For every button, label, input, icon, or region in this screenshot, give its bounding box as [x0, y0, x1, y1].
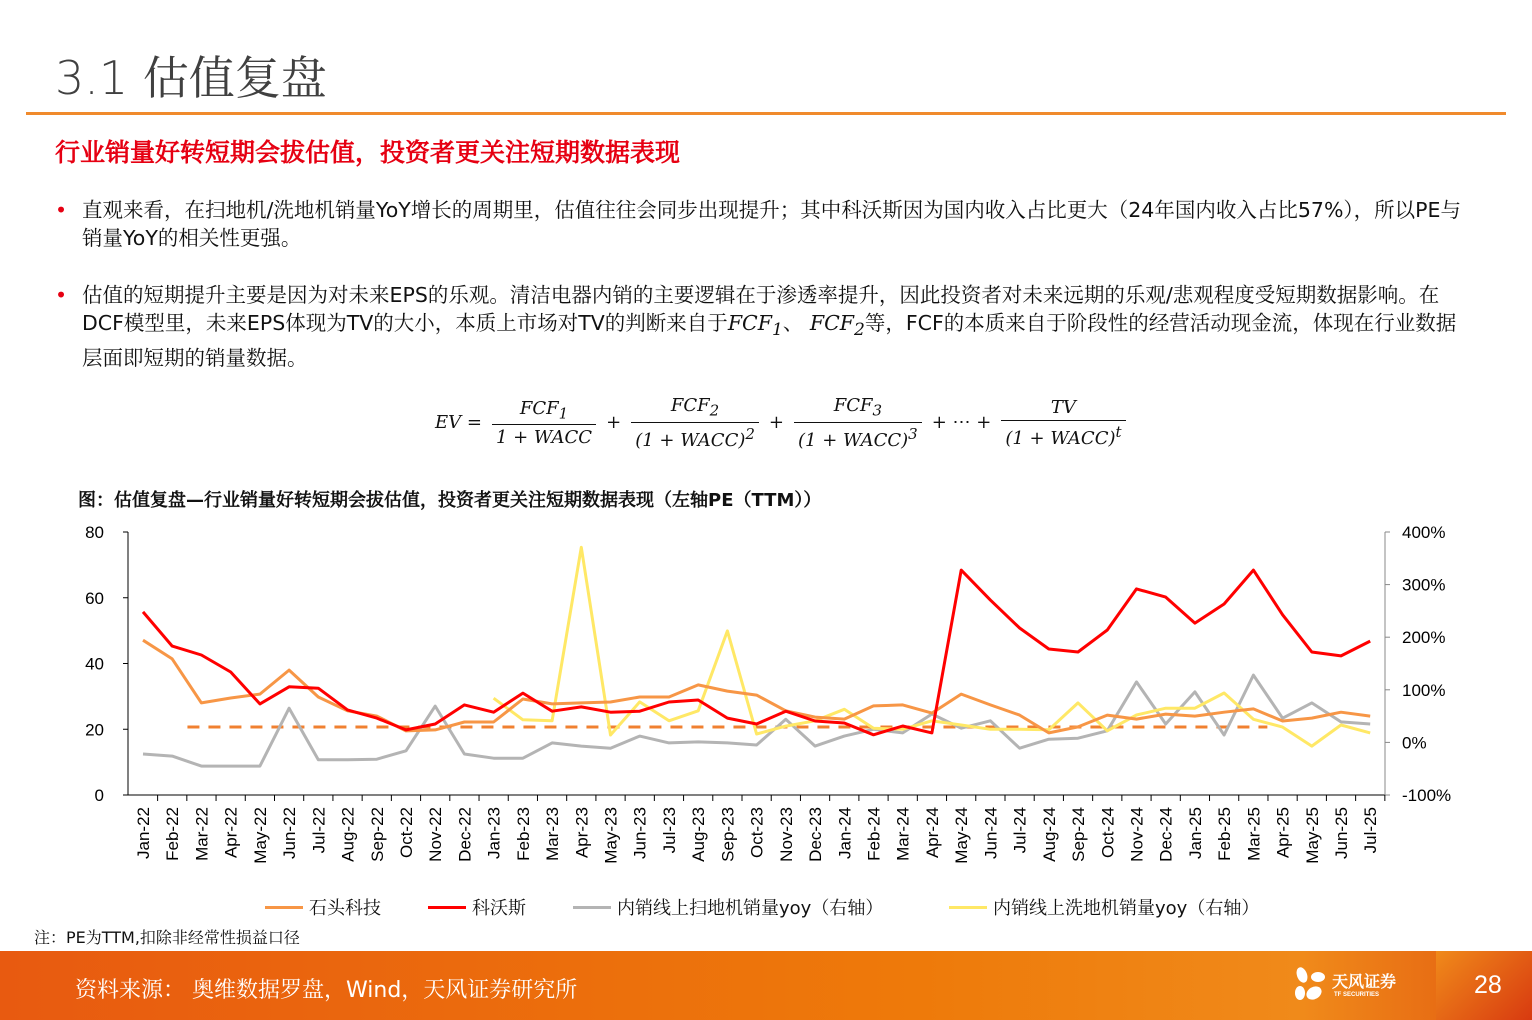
x-tick-label: Sep-24 — [1069, 807, 1089, 862]
footer — [0, 951, 1532, 1020]
x-tick-label: Feb-22 — [163, 807, 183, 861]
legend-item-floor-washer-yoy: 内销线上洗地机销量yoy（右轴） — [949, 894, 1259, 920]
x-tick-label: Jan-23 — [484, 807, 504, 859]
bullet-text-a: 估值的短期提升主要是因为对未来EPS的乐观。清洁电器内销的主要逻辑在于渗透率提升，因此投资者对未来远期的乐观/悲观程度受短期数据影响。在DCF模型里，未来EPS体现为TV的大小，本质上市场对TV的判断来自于 — [82, 283, 1440, 335]
legend-item-ecovacs: 科沃斯 — [428, 894, 526, 920]
bullet-2 — [55, 281, 1475, 372]
formula-term-3: $\frac{FCF_3}{(1 + WACC)^3}$ — [794, 395, 922, 451]
x-tick-label: Aug-24 — [1039, 807, 1059, 862]
x-tick-label: Jan-24 — [835, 807, 855, 859]
x-tick-label: Mar-24 — [893, 807, 913, 861]
left-tick-label: 60 — [85, 588, 104, 608]
x-tick-label: Dec-23 — [806, 807, 826, 862]
series-line-0 — [143, 640, 1370, 733]
bullet-1 — [55, 196, 1475, 252]
x-tick-label: Mar-25 — [1244, 807, 1264, 861]
math-fcf1: $FCF_1$ — [727, 311, 783, 341]
x-tick-label: Dec-24 — [1156, 807, 1176, 862]
x-tick-label: Sep-22 — [367, 807, 387, 862]
x-tick-label: Oct-23 — [747, 807, 767, 859]
page-title: 3.1 估值复盘 — [55, 51, 327, 105]
left-tick-label: 40 — [85, 654, 104, 674]
x-tick-label: Jun-23 — [630, 807, 650, 859]
x-tick-label: May-23 — [601, 807, 621, 864]
x-tick-label: Jan-25 — [1185, 807, 1205, 859]
bullet-text-b: 等，FCF的本质来自于阶段性的经营活动现金流，体现在行业数据层面即短期的销量数据。 — [82, 311, 1457, 371]
x-tick-label: Nov-24 — [1127, 807, 1147, 862]
right-tick-label: 300% — [1402, 575, 1446, 595]
formula-term-1: $\frac{FCF_1}{\text{1 + WACC}}$ — [492, 398, 596, 449]
x-tick-label: Apr-22 — [221, 807, 241, 859]
page-number: 28 — [1474, 971, 1502, 999]
x-tick-label: Apr-25 — [1273, 807, 1293, 859]
section-subtitle: 行业销量好转短期会拔估值，投资者更关注短期数据表现 — [55, 138, 681, 167]
formula-term-tv: $\frac{TV}{(1 + WACC)^t}$ — [1001, 397, 1125, 449]
x-tick-label: Jul-22 — [309, 807, 329, 854]
left-tick-label: 80 — [85, 523, 104, 542]
pe-yoy-line-chart — [0, 520, 1532, 890]
x-tick-label: Jul-25 — [1361, 807, 1381, 854]
x-tick-label: Nov-22 — [426, 807, 446, 862]
x-tick-label: Aug-22 — [338, 807, 358, 862]
plus: + — [606, 412, 622, 434]
x-tick-label: Feb-24 — [864, 807, 884, 861]
page-number-box — [1436, 951, 1532, 1020]
x-tick-label: Jul-23 — [659, 807, 679, 854]
bullet-text: 直观来看，在扫地机/洗地机销量YoY增长的周期里，估值往往会同步出现提升；其中科沃斯因为国内收入占比更大（24年国内收入占比57%），所以PE与销量YoY的相关性更强。 — [82, 198, 1461, 250]
x-tick-label: Apr-23 — [572, 807, 592, 859]
legend-item-shitou: 石头科技 — [265, 894, 381, 920]
x-tick-label: Apr-24 — [922, 807, 942, 859]
x-tick-label: Jul-24 — [1010, 807, 1030, 854]
right-tick-label: -100% — [1402, 786, 1452, 805]
x-tick-label: Jun-24 — [981, 807, 1001, 859]
x-tick-label: Dec-22 — [455, 807, 475, 862]
x-tick-label: Sep-23 — [718, 807, 738, 862]
source-text: 资料来源： 奥维数据罗盘，Wind，天风证券研究所 — [75, 978, 578, 1003]
formula-lhs: EV = — [435, 412, 482, 434]
bullet-text — [82, 281, 1475, 372]
x-tick-label: Jun-22 — [280, 807, 300, 859]
x-tick-label: Feb-23 — [513, 807, 533, 861]
series-line-2 — [143, 675, 1370, 766]
x-tick-label: Mar-23 — [543, 807, 563, 861]
x-tick-label: Nov-23 — [776, 807, 796, 862]
left-tick-label: 20 — [85, 720, 104, 740]
bullet-dot: • — [55, 198, 68, 222]
chart-note: 注：PE为TTM,扣除非经常性损益口径 — [34, 928, 300, 947]
dcf-formula — [435, 395, 1130, 451]
title-divider — [26, 112, 1506, 115]
x-tick-label: May-25 — [1302, 807, 1322, 864]
x-tick-label: May-22 — [250, 807, 270, 864]
x-tick-label: Feb-25 — [1215, 807, 1235, 861]
bullet-dot: • — [55, 283, 68, 307]
x-tick-label: Jan-22 — [134, 807, 153, 859]
separator: 、 — [782, 311, 810, 335]
right-tick-label: 100% — [1402, 680, 1446, 700]
x-tick-label: Oct-24 — [1098, 807, 1118, 859]
ellipsis: + ⋯ + — [931, 412, 992, 434]
series-line-3 — [494, 547, 1371, 746]
legend-item-robot-vacuum-yoy: 内销线上扫地机销量yoy（右轴） — [573, 894, 883, 920]
x-tick-label: Jun-25 — [1332, 807, 1352, 859]
flower-logo-icon — [1292, 965, 1328, 1005]
tf-securities-logo: 天风证券 TF SECURITIES — [1292, 965, 1402, 1007]
x-tick-label: Aug-23 — [689, 807, 709, 862]
right-tick-label: 400% — [1402, 523, 1446, 542]
x-tick-label: Mar-22 — [192, 807, 212, 861]
formula-term-2: $\frac{FCF_2}{(1 + WACC)^2}$ — [631, 395, 759, 451]
left-tick-label: 0 — [94, 786, 104, 805]
x-tick-label: May-24 — [952, 807, 972, 864]
figure-caption: 图：估值复盘—行业销量好转短期会拔估值，投资者更关注短期数据表现（左轴PE（TTM）） — [78, 490, 822, 511]
right-tick-label: 200% — [1402, 628, 1446, 648]
series-line-1 — [143, 570, 1370, 735]
plus: + — [768, 412, 784, 434]
x-tick-label: Oct-22 — [396, 807, 416, 859]
math-fcf2: $FCF_2$ — [809, 311, 865, 341]
right-tick-label: 0% — [1402, 733, 1427, 753]
